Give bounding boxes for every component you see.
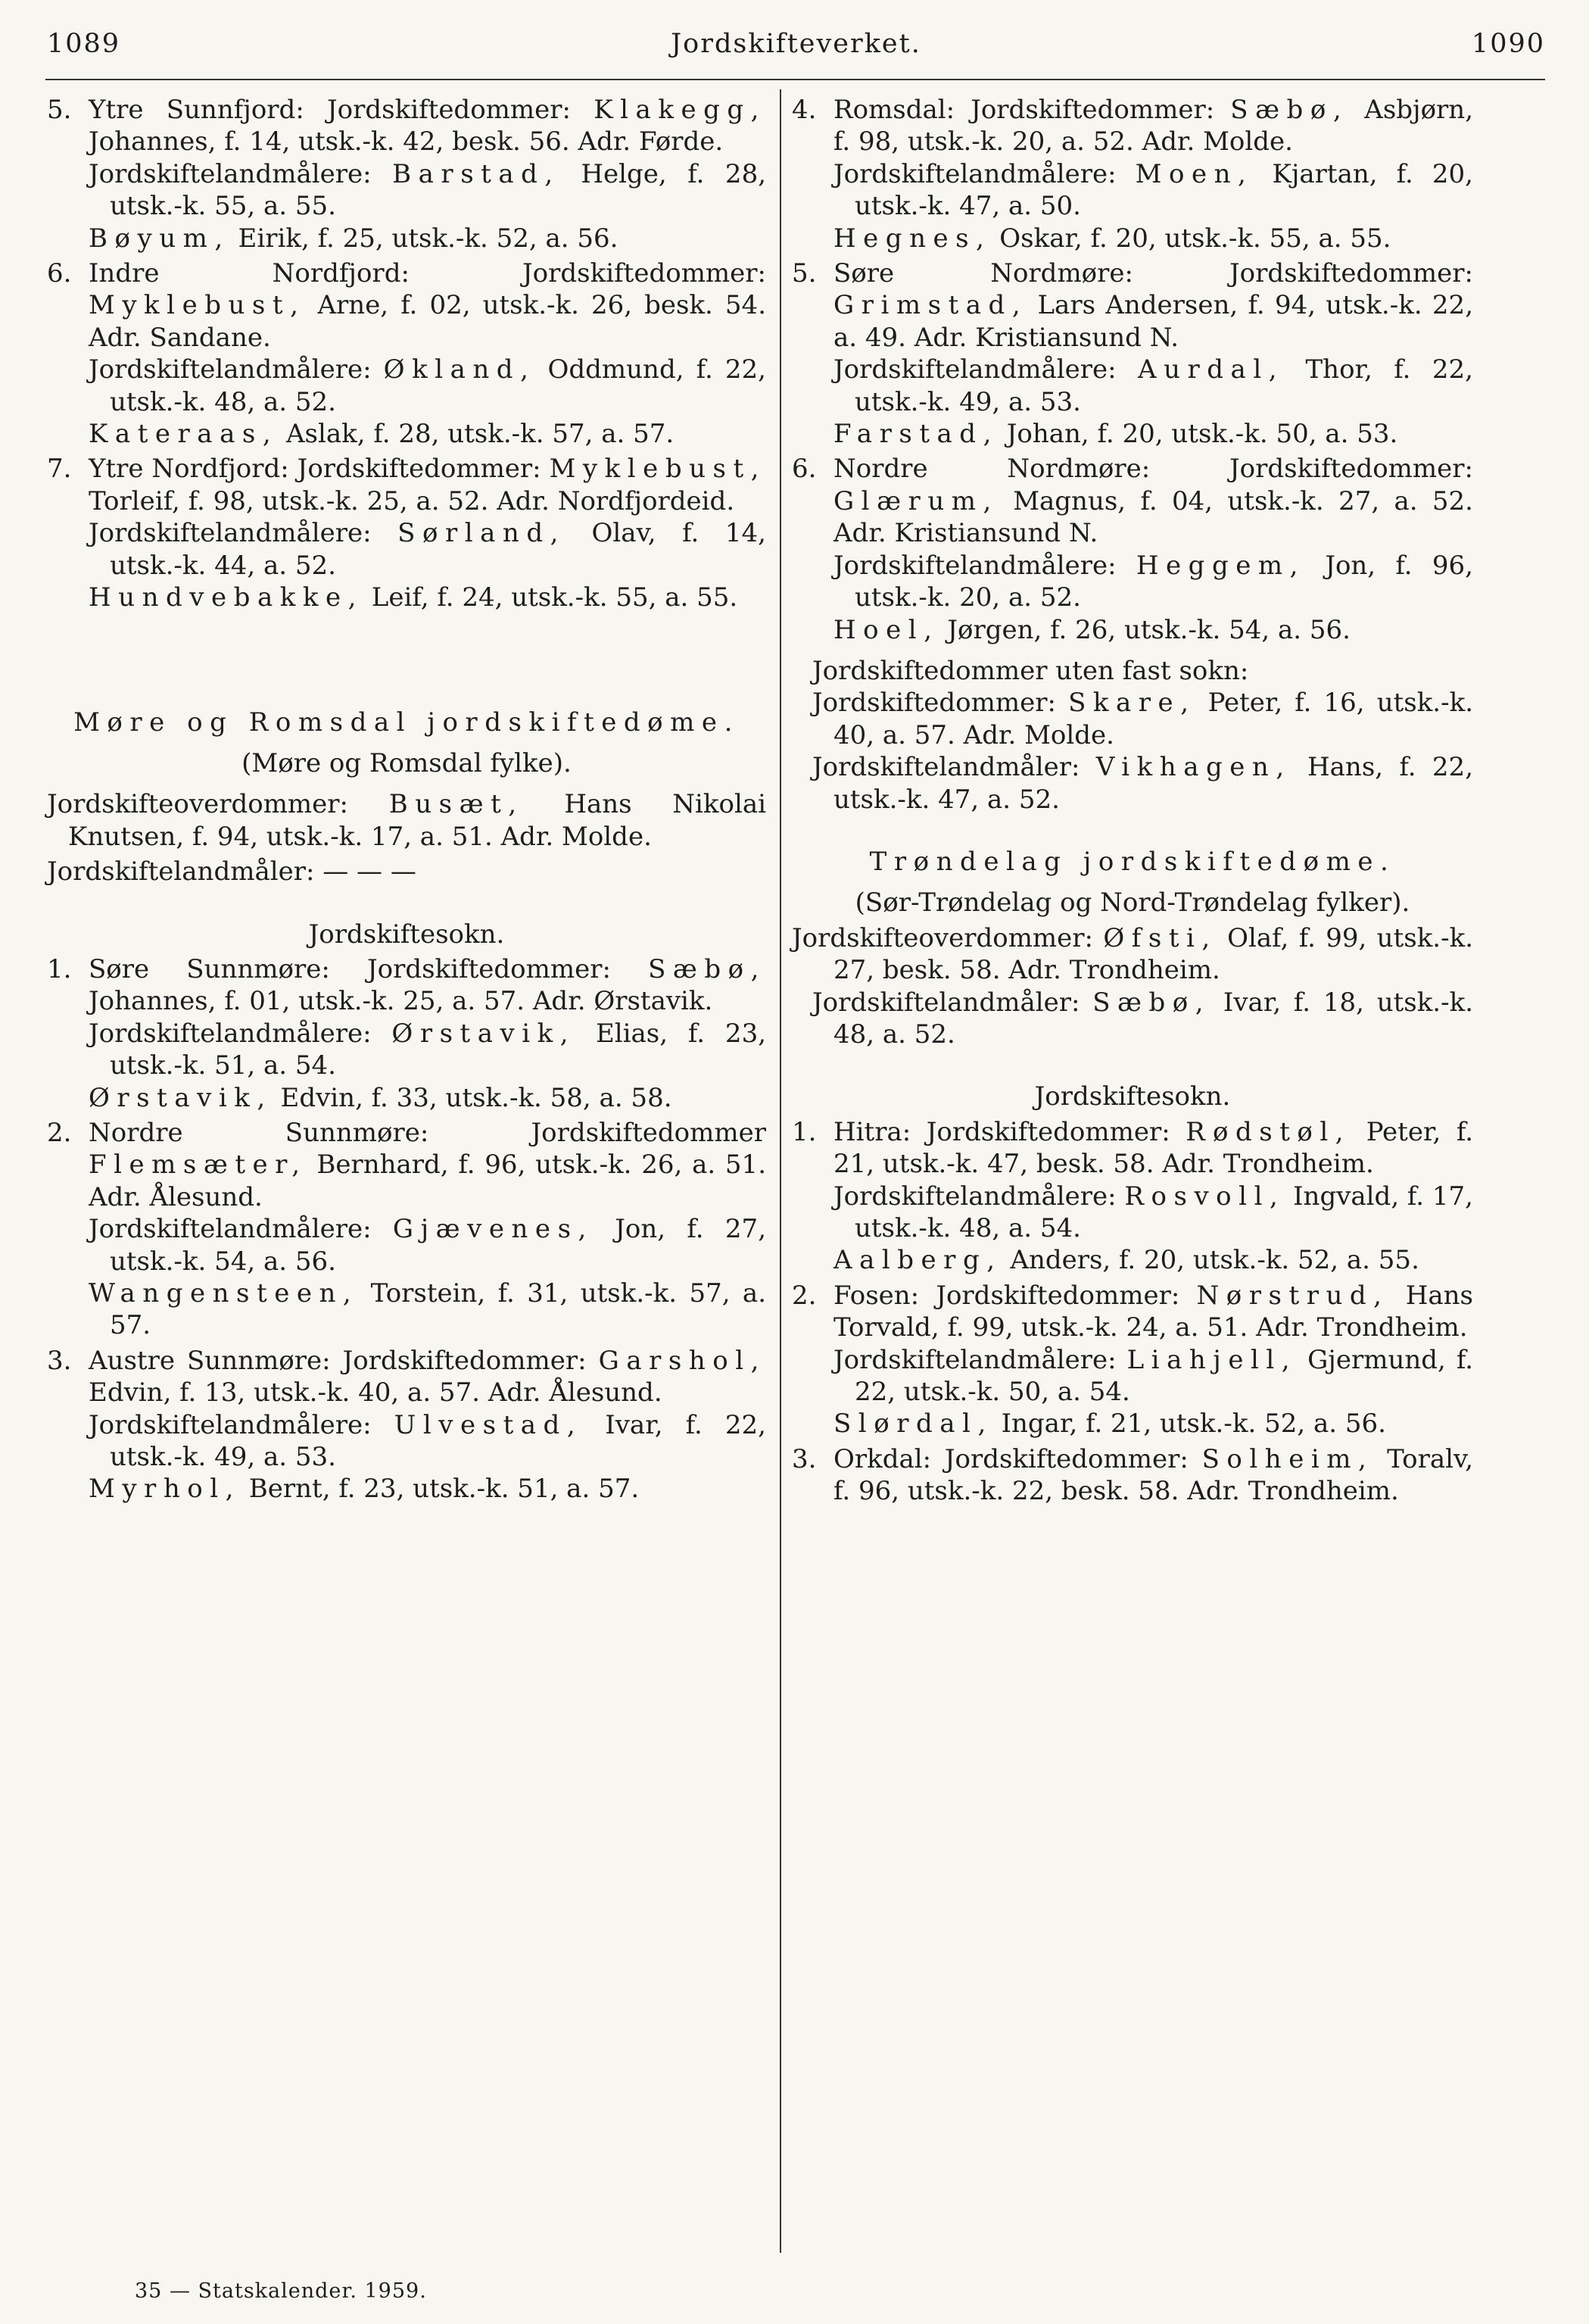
entry-ytre-nordfjord	[47, 453, 766, 613]
surveyor-details: Ivar, f. 22, utsk.-k. 49, a. 53.	[110, 1409, 766, 1473]
surveyor-line	[833, 1181, 1473, 1245]
entry-text	[833, 94, 1473, 158]
surveyor-name: Aalberg,	[833, 1245, 1002, 1276]
surveyor-name: Vikhagen,	[1095, 752, 1291, 783]
judge-details: Arne, f. 02, utsk.-k. 26, besk. 54. Adr. Sandane.	[89, 290, 766, 353]
entry-number: 4.	[792, 95, 817, 125]
entry-number: 7.	[47, 454, 72, 485]
entry-number: 1.	[47, 953, 72, 984]
surveyor-line	[833, 1344, 1473, 1408]
entry-romsdal	[792, 94, 1473, 254]
judge-name: Sæbø,	[648, 953, 767, 984]
overjudge-details: Olaf, f. 99, utsk.-k. 27, besk. 58. Adr. Trondheim.	[833, 922, 1473, 986]
entry-sore-sunnmore	[47, 953, 766, 1114]
overjudge-label: Jordskifteoverdommer:	[792, 922, 1094, 953]
surveyor-details: Eirik, f. 25, utsk.-k. 52, a. 56.	[238, 223, 618, 254]
judge-name: Garshol,	[598, 1345, 767, 1376]
overjudge-name: Øfsti,	[1103, 922, 1217, 953]
entry-text	[89, 953, 766, 1018]
surveyor-details: Hans, f. 22, utsk.-k. 47, a. 52.	[833, 752, 1473, 815]
running-header	[47, 29, 1545, 67]
surveyor-name: Gjævenes,	[392, 1214, 594, 1245]
entry-orkdal	[792, 1443, 1473, 1508]
sokn-heading-text: Ytre Sunnfjord: Jordskiftedommer:	[89, 95, 571, 125]
judge-details: Hans Torvald, f. 99, utsk.-k. 24, a. 51. Adr. Trondheim.	[833, 1280, 1474, 1343]
entry-number: 1.	[792, 1116, 817, 1147]
surveyor-line	[833, 223, 1473, 254]
surveyor-name: Kateraas,	[89, 419, 279, 450]
entry-number: 6.	[47, 258, 72, 289]
overjudge-label: Jordskifteoverdommer:	[47, 789, 349, 820]
surveyor-name: Bøyum,	[89, 223, 230, 254]
entry-ytre-sunnfjord	[47, 94, 766, 254]
surveyor-label: Jordskiftelandmålere:	[89, 1409, 372, 1440]
no-sokn-surveyor-line	[792, 751, 1473, 816]
surveyor-details: Ingar, f. 21, utsk.-k. 52, a. 56.	[1001, 1408, 1386, 1440]
overjudge-details: Hans Nikolai Knutsen, f. 94, utsk.-k. 17, a. 51. Adr. Molde.	[68, 789, 766, 852]
entry-text	[89, 94, 766, 158]
entry-text	[89, 1345, 766, 1409]
surveyor-line	[833, 354, 1473, 418]
surveyor-details: Gjermund, f. 22, utsk.-k. 50, a. 54.	[855, 1344, 1473, 1408]
entry-nordre-sunnmore	[47, 1117, 766, 1342]
surveyor-line	[89, 354, 766, 418]
surveyor-details: Ingvald, f. 17, utsk.-k. 48, a. 54.	[855, 1181, 1473, 1243]
judge-name: Grimstad,	[833, 290, 1028, 321]
surveyor-details: Elias, f. 23, utsk.-k. 51, a. 54.	[110, 1018, 767, 1081]
sokn-heading-text: Indre Nordfjord: Jordskiftedommer:	[89, 258, 766, 289]
judge-details: Asbjørn, f. 98, utsk.-k. 20, a. 52. Adr. Molde.	[833, 95, 1474, 158]
surveyor-line	[833, 418, 1473, 450]
judge-details: Lars Andersen, f. 94, utsk.-k. 22, a. 49. Adr. Kristiansund N.	[833, 290, 1473, 353]
entry-indre-nordfjord	[47, 257, 766, 450]
surveyor-details: Olav, f. 14, utsk.-k. 44, a. 52.	[110, 518, 766, 581]
surveyor-line	[833, 1408, 1473, 1440]
surveyor-line	[89, 1018, 766, 1082]
page-footer: 35 — Statskalender. 1959.	[135, 2279, 427, 2303]
judge-name: Myklebust,	[89, 290, 306, 321]
entry-text	[833, 257, 1473, 354]
surveyor-name: Sæbø,	[1092, 987, 1211, 1018]
no-sokn-judge-line	[792, 687, 1473, 751]
judge-details: Toralv, f. 96, utsk.-k. 22, besk. 58. Adr. Trondheim.	[833, 1443, 1474, 1507]
surveyor-details: Oddmund, f. 22, utsk.-k. 48, a. 52.	[110, 354, 766, 417]
judge-details: Peter, f. 16, utsk.-k. 40, a. 57. Adr. Molde.	[833, 688, 1474, 750]
judge-name: Flemsæter,	[89, 1150, 307, 1181]
surveyor-details: Leif, f. 24, utsk.-k. 55, a. 55.	[371, 582, 738, 613]
judge-name: Rødstøl,	[1186, 1116, 1351, 1147]
surveyor-name: Hoel,	[833, 614, 939, 645]
surveyor-label: Jordskiftelandmålere:	[89, 1018, 372, 1049]
sokn-heading-text: Orkdal: Jordskiftedommer:	[833, 1443, 1189, 1474]
surveyor-details: Kjartan, f. 20, utsk.-k. 47, a. 50.	[855, 158, 1473, 222]
surveyor-details: Torstein, f. 31, utsk.-k. 57, a. 57.	[110, 1278, 767, 1341]
entry-text	[833, 1280, 1473, 1344]
running-title: Jordskifteverket.	[671, 29, 921, 59]
surveyor-line	[833, 550, 1473, 614]
judge-details: Torleif, f. 98, utsk.-k. 25, a. 52. Adr. Nordfjordeid.	[89, 485, 735, 516]
surveyor-name: Ørstavik,	[391, 1018, 576, 1049]
surveyor-name: Hundvebakke,	[89, 582, 363, 613]
surveyor-details: Bernt, f. 23, utsk.-k. 51, a. 57.	[248, 1474, 640, 1505]
entry-hitra	[792, 1116, 1473, 1277]
surveyor-vacant: — — —	[322, 856, 416, 887]
sokn-heading-text: Nordre Sunnmøre: Jordskiftedommer	[89, 1117, 766, 1148]
district-title: Møre og Romsdal jordskiftedøme.	[73, 707, 740, 738]
surveyor-label: Jordskiftelandmålere:	[833, 354, 1117, 385]
sokn-heading-text: Hitra: Jordskiftedommer:	[833, 1116, 1170, 1147]
overjudge-line	[792, 922, 1473, 987]
surveyor-line	[89, 1473, 766, 1505]
surveyor-name: Ørstavik,	[89, 1082, 273, 1113]
surveyor-line	[89, 1409, 766, 1474]
entry-number: 6.	[792, 454, 817, 485]
entry-text	[833, 1443, 1473, 1508]
surveyor-details: Helge, f. 28, utsk.-k. 55, a. 55.	[110, 158, 767, 222]
judge-details: Bernhard, f. 96, utsk.-k. 26, a. 51. Adr. Ålesund.	[89, 1150, 766, 1212]
page-number-right: 1090	[1471, 29, 1545, 59]
district-surveyor-line	[792, 987, 1473, 1051]
sokn-section-heading: Jordskiftesokn.	[1034, 1081, 1231, 1112]
sokn-heading-text: Ytre Nordfjord: Jordskiftedommer:	[89, 454, 541, 485]
judge-name: Myklebust,	[549, 454, 766, 485]
surveyor-details: Oskar, f. 20, utsk.-k. 55, a. 55.	[999, 223, 1391, 254]
judge-name: Klakegg,	[594, 95, 766, 125]
surveyor-label: Jordskiftelandmålere:	[89, 158, 372, 189]
district-surveyor-line	[47, 856, 766, 887]
surveyor-details: Aslak, f. 28, utsk.-k. 57, a. 57.	[286, 419, 675, 450]
surveyor-details: Jørgen, f. 26, utsk.-k. 54, a. 56.	[947, 614, 1351, 645]
left-column	[47, 94, 766, 1505]
sokn-heading-text: Romsdal: Jordskiftedommer:	[833, 95, 1215, 125]
judge-name: Sæbø,	[1230, 95, 1349, 125]
surveyor-label: Jordskiftelandmålere:	[89, 1214, 372, 1245]
surveyor-name: Barstad,	[392, 158, 560, 189]
entry-text	[89, 453, 766, 517]
surveyor-line	[89, 1277, 766, 1342]
surveyor-name: Hegnes,	[833, 223, 992, 254]
judge-name: Skare,	[1068, 688, 1196, 719]
entry-fosen	[792, 1280, 1473, 1440]
no-sokn-heading: Jordskiftedommer uten fast sokn:	[812, 655, 1249, 686]
sokn-section-heading: Jordskiftesokn.	[308, 919, 505, 950]
sokn-heading-text: Søre Sunnmøre: Jordskiftedommer:	[89, 953, 611, 984]
surveyor-line	[833, 1244, 1473, 1276]
entry-text	[89, 257, 766, 354]
entry-text	[833, 453, 1473, 549]
entry-text	[89, 1117, 766, 1213]
overjudge-name: Busæt,	[388, 789, 524, 820]
column-divider	[780, 89, 781, 2253]
surveyor-details: Johan, f. 20, utsk.-k. 50, a. 53.	[1006, 419, 1398, 450]
surveyor-label: Jordskiftelandmålere:	[89, 518, 372, 549]
judge-label: Jordskiftedommer:	[812, 688, 1056, 719]
surveyor-line	[89, 517, 766, 582]
surveyor-name: Myrhol,	[89, 1474, 241, 1505]
overjudge-line	[47, 788, 766, 853]
surveyor-label: Jordskiftelandmåler:	[47, 856, 315, 887]
surveyor-label: Jordskiftelandmålere:	[833, 1181, 1117, 1212]
surveyor-label: Jordskiftelandmåler:	[812, 987, 1080, 1018]
surveyor-details: Anders, f. 20, utsk.-k. 52, a. 55.	[1010, 1245, 1419, 1276]
surveyor-details: Jon, f. 27, utsk.-k. 54, a. 56.	[110, 1214, 766, 1277]
sokn-heading-text: Austre Sunnmøre: Jordskiftedommer:	[89, 1345, 587, 1376]
judge-details: Edvin, f. 13, utsk.-k. 40, a. 57. Adr. Ålesund.	[89, 1377, 662, 1408]
district-title: Trøndelag jordskiftedøme.	[869, 846, 1396, 877]
judge-details: Magnus, f. 04, utsk.-k. 27, a. 52. Adr. Kristiansund N.	[833, 485, 1473, 549]
surveyor-label: Jordskiftelandmåler:	[812, 752, 1080, 783]
entry-number: 2.	[792, 1280, 817, 1311]
judge-details: Peter, f. 21, utsk.-k. 47, besk. 58. Adr. Trondheim.	[833, 1116, 1473, 1180]
sokn-heading-text: Fosen: Jordskiftedommer:	[833, 1280, 1180, 1311]
surveyor-details: Thor, f. 22, utsk.-k. 49, a. 53.	[855, 354, 1473, 417]
surveyor-line	[89, 158, 766, 223]
surveyor-label: Jordskiftelandmålere:	[833, 550, 1117, 581]
surveyor-name: Wangensteen,	[89, 1278, 359, 1309]
surveyor-line	[89, 1213, 766, 1277]
surveyor-name: Ulvestad,	[394, 1409, 583, 1440]
district-subtitle: (Møre og Romsdal fylke).	[241, 747, 572, 778]
surveyor-line	[89, 418, 766, 450]
surveyor-name: Sørland,	[397, 518, 565, 549]
sokn-heading-text: Nordre Nordmøre: Jordskiftedommer:	[833, 454, 1473, 485]
district-subtitle: (Sør-Trøndelag og Nord-Trøndelag fylker).	[855, 887, 1410, 919]
judge-name: Solheim,	[1201, 1443, 1374, 1474]
judge-details: Johannes, f. 01, utsk.-k. 25, a. 57. Adr. Ørstavik.	[89, 986, 713, 1017]
surveyor-details: Ivar, f. 18, utsk.-k. 48, a. 52.	[833, 987, 1474, 1050]
judge-name: Glærum,	[833, 485, 999, 516]
entry-number: 5.	[47, 95, 72, 125]
header-rule	[45, 79, 1545, 80]
surveyor-line	[833, 614, 1473, 646]
surveyor-details: Jon, f. 96, utsk.-k. 20, a. 52.	[855, 550, 1473, 613]
surveyor-label: Jordskiftelandmålere:	[89, 354, 372, 385]
surveyor-line	[89, 1082, 766, 1114]
surveyor-name: Farstad,	[833, 419, 999, 450]
surveyor-name: Liahjell,	[1126, 1344, 1298, 1375]
entry-austre-sunnmore	[47, 1345, 766, 1505]
entry-text	[833, 1116, 1473, 1181]
surveyor-name: Heggem,	[1136, 550, 1305, 581]
surveyor-label: Jordskiftelandmålere:	[833, 1344, 1117, 1375]
judge-name: Nørstrud,	[1196, 1280, 1389, 1311]
entry-number: 3.	[792, 1443, 817, 1474]
surveyor-label: Jordskiftelandmålere:	[833, 158, 1117, 189]
surveyor-line	[833, 158, 1473, 223]
surveyor-name: Moen,	[1135, 158, 1254, 189]
entry-number: 5.	[792, 258, 817, 289]
right-column	[792, 94, 1473, 1508]
judge-details: Johannes, f. 14, utsk.-k. 42, besk. 56. Adr. Førde.	[89, 126, 724, 158]
surveyor-name: Aurdal,	[1138, 354, 1285, 385]
surveyor-line	[89, 223, 766, 254]
surveyor-line	[89, 582, 766, 613]
page-number-left: 1089	[47, 29, 121, 59]
entry-number: 3.	[47, 1345, 72, 1376]
surveyor-name: Økland,	[383, 354, 536, 385]
surveyor-details: Edvin, f. 33, utsk.-k. 58, a. 58.	[280, 1082, 672, 1113]
entry-number: 2.	[47, 1117, 72, 1148]
sokn-heading-text: Søre Nordmøre: Jordskiftedommer:	[833, 258, 1473, 289]
entry-nordre-nordmore	[792, 453, 1473, 645]
surveyor-name: Rosvoll,	[1124, 1181, 1285, 1212]
surveyor-name: Slørdal,	[833, 1408, 993, 1440]
entry-sore-nordmore	[792, 257, 1473, 450]
